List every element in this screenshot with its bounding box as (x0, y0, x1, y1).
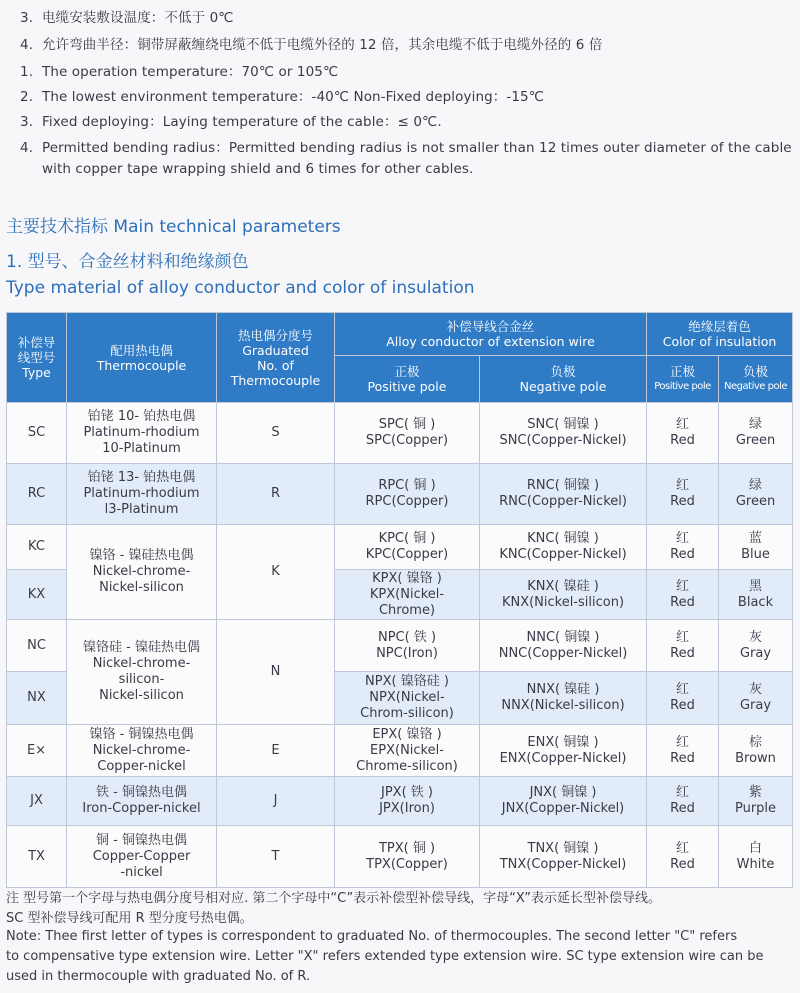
intro-cn-4: 4. 允许弯曲半径：铜带屏蔽缠绕电缆不低于电缆外径的 12 倍，其余电缆不低于电缆外径的 6 倍 (20, 37, 603, 53)
main-heading: 主要技术指标 Main technical parameters (6, 217, 341, 237)
color-positive-cell: 红 Red (647, 777, 719, 826)
header-alloy: 补偿导线合金丝 Alloy conductor of extension wire (335, 313, 647, 356)
note-cn-1: 注 型号第一个字母与热电偶分度号相对应. 第二个字母中“C”表示补偿型补偿导线，字母“X”表示延长型补偿导线。 (6, 891, 662, 906)
positive-cell: RPC( 铜 ) RPC(Copper) (335, 464, 480, 525)
intro-en-4: 4. Permitted bending radius：Permitted bending radius is not smaller than 12 times outer diameter of the cable (20, 140, 792, 156)
table-row (7, 525, 793, 570)
thermocouple-cell: 铂铑 10- 铂热电偶 Platinum-rhodium 10-Platinum (67, 403, 217, 464)
graduated-cell: E (217, 725, 335, 777)
type-cell: JX (7, 777, 67, 826)
note-cn-2: SC 型补偿导线可配用 R 型分度号热电偶。 (6, 911, 253, 926)
graduated-cell: S (217, 403, 335, 464)
negative-cell: JNX( 铜镍 ) JNX(Copper-Nickel) (480, 777, 647, 826)
graduated-cell: T (217, 826, 335, 888)
type-cell: KX (7, 570, 67, 620)
type-cell: TX (7, 826, 67, 888)
thermocouple-cell: 铁 - 铜镍热电偶 Iron-Copper-nickel (67, 777, 217, 826)
type-cell: KC (7, 525, 67, 570)
positive-cell: KPX( 镍铬 ) KPX(Nickel- Chrome) (335, 570, 480, 620)
thermocouple-cell: 铂铑 13- 铂热电偶 Platinum-rhodium l3-Platinum (67, 464, 217, 525)
intro-en-1: 1. The operation temperature：70℃ or 105℃ (20, 64, 339, 80)
header-graduated: 热电偶分度号 Graduated No. of Thermocouple (217, 313, 335, 403)
color-negative-cell: 黑 Black (719, 570, 793, 620)
negative-cell: KNC( 铜镍 ) KNC(Copper-Nickel) (480, 525, 647, 570)
note-en-1: Note: Thee first letter of types is correspondent to graduated No. of thermocouples. The second letter "C" refers (6, 929, 738, 944)
note-en-3: used in thermocouple with graduated No. of R. (6, 969, 311, 984)
positive-cell: NPX( 镍铬硅 ) NPX(Nickel- Chrom-silicon) (335, 672, 480, 725)
positive-cell: KPC( 铜 ) KPC(Copper) (335, 525, 480, 570)
positive-cell: NPC( 铁 ) NPC(Iron) (335, 620, 480, 672)
intro-cn-3: 3. 电缆安装敷设温度：不低于 0℃ (20, 10, 234, 26)
graduated-cell: N (217, 620, 335, 725)
negative-cell: RNC( 铜镍 ) RNC(Copper-Nickel) (480, 464, 647, 525)
note-en-2: to compensative type extension wire. Letter "X" refers extended type extension wire. SC type extension wire can be (6, 949, 764, 964)
thermocouple-cell: 铜 - 铜镍热电偶 Copper-Copper -nickel (67, 826, 217, 888)
graduated-cell: R (217, 464, 335, 525)
negative-cell: KNX( 镍硅 ) KNX(Nickel-silicon) (480, 570, 647, 620)
thermocouple-cell: 镍铬 - 镍硅热电偶 Nickel-chrome- Nickel-silicon (67, 525, 217, 620)
table-row (7, 826, 793, 888)
intro-en-4-cont: with copper tape wrapping shield and 6 times for other cables. (42, 161, 474, 177)
positive-cell: EPX( 镍铬 ) EPX(Nickel- Chrome-silicon) (335, 725, 480, 777)
header-color-negative: 负极 Negative pole (719, 356, 793, 403)
type-cell: E× (7, 725, 67, 777)
color-positive-cell: 红 Red (647, 826, 719, 888)
color-positive-cell: 红 Red (647, 570, 719, 620)
positive-cell: TPX( 铜 ) TPX(Copper) (335, 826, 480, 888)
type-cell: SC (7, 403, 67, 464)
color-positive-cell: 红 Red (647, 725, 719, 777)
parameter-table (6, 312, 793, 888)
graduated-cell: K (217, 525, 335, 620)
table-row (7, 403, 793, 464)
intro-en-3: 3. Fixed deploying：Laying temperature of the cable：≤ 0℃. (20, 114, 442, 130)
color-negative-cell: 蓝 Blue (719, 525, 793, 570)
thermocouple-cell: 镍铬硅 - 镍硅热电偶 Nickel-chrome- silicon- Nickel-silicon (67, 620, 217, 725)
type-cell: NX (7, 672, 67, 725)
table-row (7, 777, 793, 826)
color-positive-cell: 红 Red (647, 620, 719, 672)
section-heading-cn: 1. 型号、合金丝材料和绝缘颜色 (6, 252, 249, 272)
table-row (7, 725, 793, 777)
positive-cell: JPX( 铁 ) JPX(Iron) (335, 777, 480, 826)
negative-cell: TNX( 铜镍 ) TNX(Copper-Nickel) (480, 826, 647, 888)
color-positive-cell: 红 Red (647, 672, 719, 725)
color-positive-cell: 红 Red (647, 403, 719, 464)
header-positive: 正极 Positive pole (335, 356, 480, 403)
thermocouple-cell: 镍铬 - 铜镍热电偶 Nickel-chrome- Copper-nickel (67, 725, 217, 777)
color-negative-cell: 棕 Brown (719, 725, 793, 777)
header-negative: 负极 Negative pole (480, 356, 647, 403)
color-negative-cell: 绿 Green (719, 403, 793, 464)
negative-cell: NNX( 镍硅 ) NNX(Nickel-silicon) (480, 672, 647, 725)
negative-cell: NNC( 铜镍 ) NNC(Copper-Nickel) (480, 620, 647, 672)
color-negative-cell: 灰 Gray (719, 672, 793, 725)
negative-cell: ENX( 铜镍 ) ENX(Copper-Nickel) (480, 725, 647, 777)
graduated-cell: J (217, 777, 335, 826)
color-negative-cell: 灰 Gray (719, 620, 793, 672)
section-heading-en: Type material of alloy conductor and color of insulation (6, 278, 475, 298)
header-type: 补偿导 线型号 Type (7, 313, 67, 403)
table-row (7, 464, 793, 525)
color-positive-cell: 红 Red (647, 464, 719, 525)
positive-cell: SPC( 铜 ) SPC(Copper) (335, 403, 480, 464)
color-negative-cell: 紫 Purple (719, 777, 793, 826)
header-thermocouple: 配用热电偶 Thermocouple (67, 313, 217, 403)
color-negative-cell: 白 White (719, 826, 793, 888)
color-positive-cell: 红 Red (647, 525, 719, 570)
type-cell: NC (7, 620, 67, 672)
header-color-positive: 正极 Positive pole (647, 356, 719, 403)
color-negative-cell: 绿 Green (719, 464, 793, 525)
header-color: 绝缘层着色 Color of insulation (647, 313, 793, 356)
table-row (7, 620, 793, 672)
negative-cell: SNC( 铜镍 ) SNC(Copper-Nickel) (480, 403, 647, 464)
type-cell: RC (7, 464, 67, 525)
intro-en-2: 2. The lowest environment temperature：-40℃ Non-Fixed deploying：-15℃ (20, 89, 544, 105)
